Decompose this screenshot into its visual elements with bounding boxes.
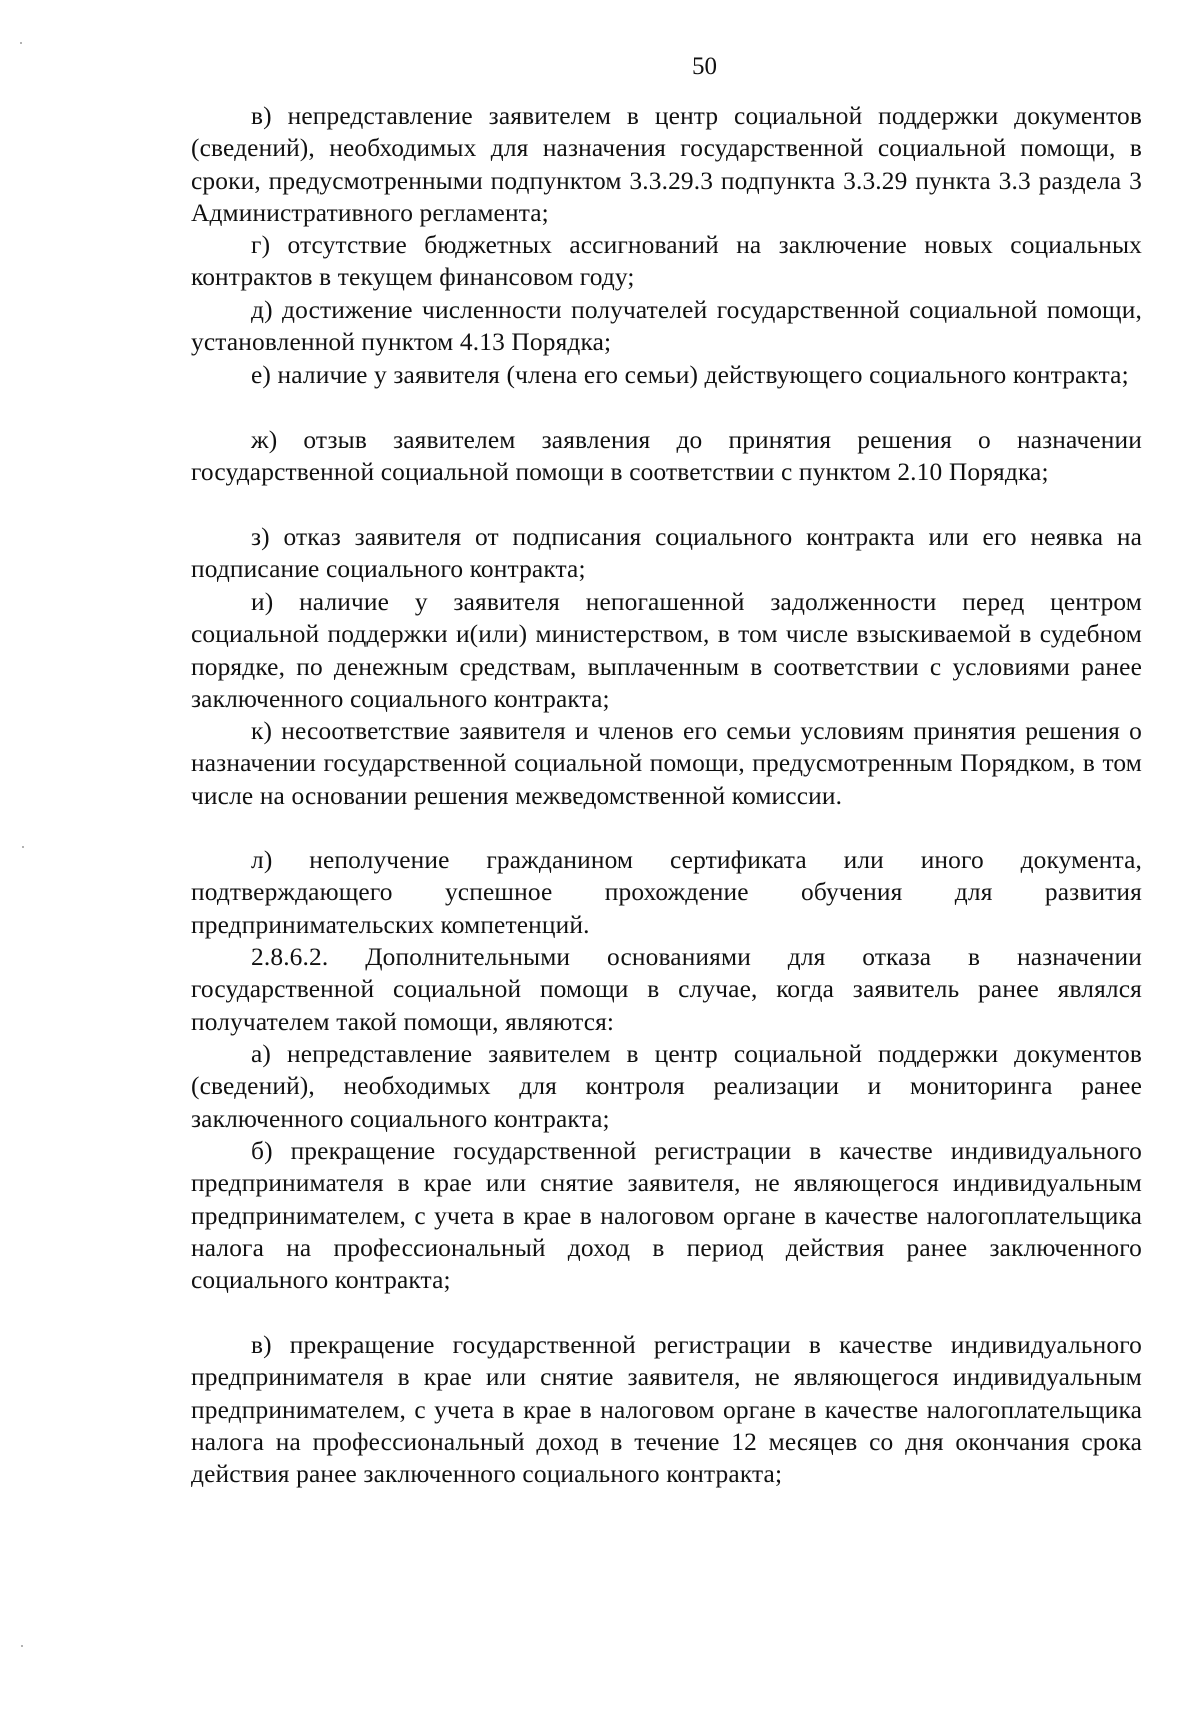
paragraph-v-1: в) непредставление заявителем в центр социальной поддержки документов (сведений), необходимых для назначения государственной социальной помощи, в сроки, предусмотренными подпунктом 3.3.29.3 подпункта 3.3.29 пункта 3.3 раздела 3 Административного регламента; <box>191 102 1142 227</box>
scan-speck-2 <box>22 846 24 848</box>
scan-speck-1 <box>20 42 22 44</box>
paragraph-i: и) наличие у заявителя непогашенной задолженности перед центром социальной поддержки и(или) министерством, в том числе взыскиваемой в судебном порядке, по денежным средствам, выплаченным в соответствии с условиями ранее заключенного социального контракта; <box>191 588 1142 713</box>
paragraph-a: а) непредставление заявителем в центр социальной поддержки документов (сведений), необходимых для контроля реализации и мониторинга ранее заключенного социального контракта; <box>191 1040 1142 1133</box>
paragraph-v-2: в) прекращение государственной регистрации в качестве индивидуального предпринимателя в крае или снятие заявителя, не являющегося индивидуальным предпринимателем, с учета в крае в налоговом органе в качестве налогоплательщика налога на профессиональный доход в течение 12 месяцев со дня окончания срока действия ранее заключенного социального контракта; <box>191 1331 1142 1489</box>
paragraph-zh: ж) отзыв заявителем заявления до принятия решения о назначении государственной социальной помощи в соответствии с пунктом 2.10 Порядка; <box>191 426 1142 487</box>
paragraph-g: г) отсутствие бюджетных ассигнований на заключение новых социальных контрактов в текущем финансовом году; <box>191 231 1142 292</box>
paragraph-z: з) отказ заявителя от подписания социального контракта или его неявка на подписание социального контракта; <box>191 523 1142 584</box>
paragraph-l: л) неполучение гражданином сертификата или иного документа, подтверждающего успешное прохождение обучения для развития предпринимательских компетенций. <box>191 846 1142 939</box>
paragraph-k: к) несоответствие заявителя и членов его семьи условиям принятия решения о назначении государственной социальной помощи, предусмотренным Порядком, в том числе на основании решения межведомственной комиссии. <box>191 717 1142 810</box>
page-number-text: 50 <box>692 53 717 80</box>
paragraph-e: е) наличие у заявителя (члена его семьи) действующего социального контракта; <box>251 361 1129 389</box>
paragraph-d: д) достижение численности получателей государственной социальной помощи, установленной пунктом 4.13 Порядка; <box>191 296 1142 357</box>
paragraph-b: б) прекращение государственной регистрации в качестве индивидуального предпринимателя в крае или снятие заявителя, не являющегося индивидуальным предпринимателем, с учета в крае в налоговом органе в качестве налогоплательщика налога на профессиональный доход в период действия ранее заключенного социального контракта; <box>191 1137 1142 1295</box>
scan-speck-3 <box>21 1645 23 1647</box>
paragraph-2-8-6-2: 2.8.6.2. Дополнительными основаниями для отказа в назначении государственной социальной помощи в случае, когда заявитель ранее являлся получателем такой помощи, являются: <box>191 943 1142 1036</box>
document-body <box>191 100 1142 1523</box>
